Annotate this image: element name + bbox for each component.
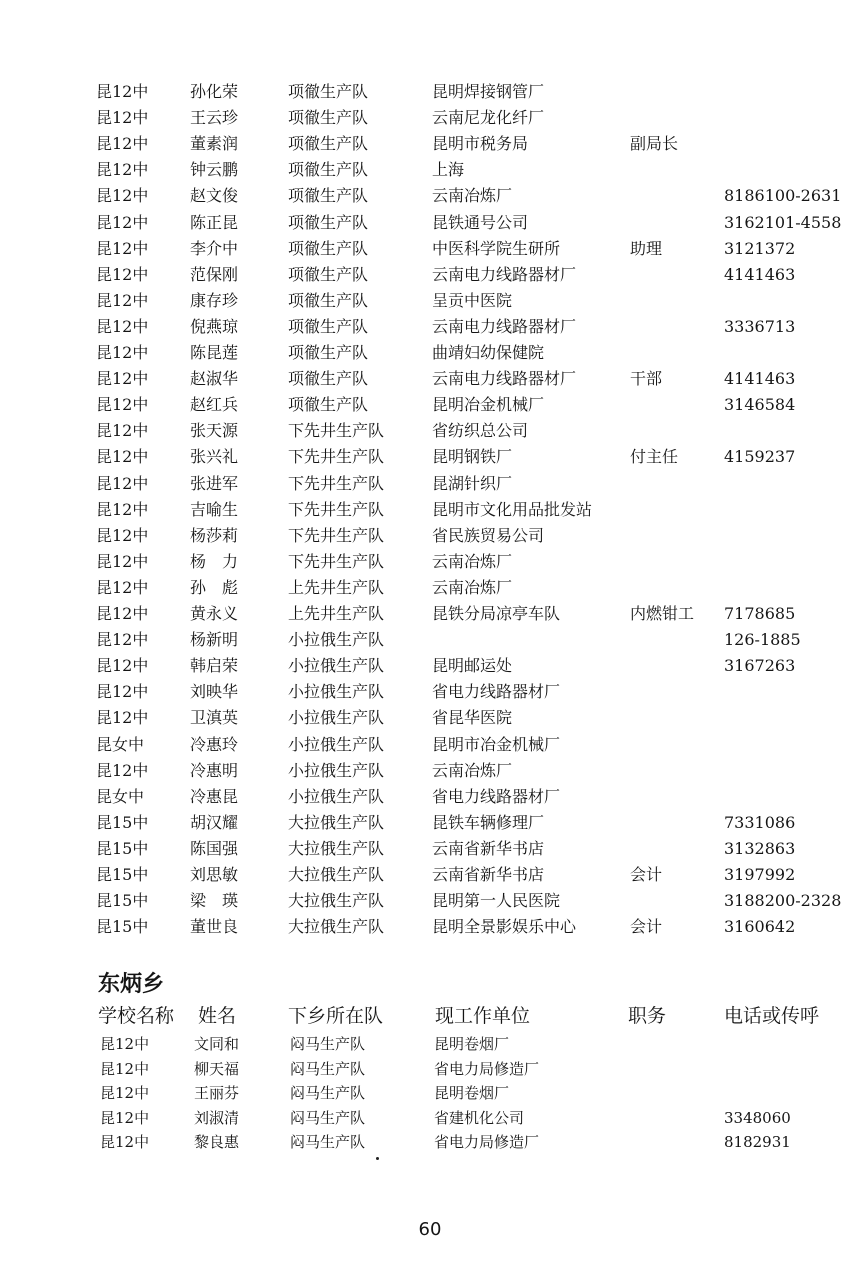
cell-name: 钟云鹏 bbox=[190, 160, 239, 180]
cell-school: 昆15中 bbox=[96, 865, 149, 884]
cell-workplace: 云南省新华书店 bbox=[432, 865, 545, 884]
cell-phone: 8182931 bbox=[724, 1133, 791, 1152]
cell-workplace: 呈贡中医院 bbox=[432, 290, 513, 310]
cell-name: 杨 力 bbox=[190, 551, 239, 571]
cell-school: 昆12中 bbox=[96, 630, 149, 650]
cell-name: 倪燕琼 bbox=[190, 316, 239, 336]
section-header-row bbox=[0, 1001, 860, 1031]
cell-workplace: 昆明全景影娱乐中心 bbox=[432, 917, 577, 937]
cell-phone: 3121372 bbox=[724, 238, 796, 258]
cell-school: 昆12中 bbox=[96, 421, 149, 441]
table-row bbox=[0, 157, 860, 183]
header-phone: 电话或传呼 bbox=[724, 1005, 820, 1027]
cell-school: 昆12中 bbox=[100, 1059, 150, 1078]
cell-name: 康存珍 bbox=[190, 290, 239, 310]
header-name: 姓名 bbox=[198, 1005, 237, 1027]
table-row bbox=[0, 758, 860, 784]
cell-workplace: 昆铁通号公司 bbox=[432, 212, 529, 232]
cell-school: 昆15中 bbox=[96, 838, 149, 858]
cell-name: 张进军 bbox=[190, 473, 239, 493]
table-row bbox=[0, 340, 860, 366]
cell-workplace: 昆湖针织厂 bbox=[432, 473, 513, 493]
cell-phone: 8186100-2631 bbox=[724, 186, 842, 206]
cell-school: 昆12中 bbox=[96, 551, 149, 571]
cell-team: 项徹生产队 bbox=[288, 212, 369, 232]
cell-workplace: 省电力线路器材厂 bbox=[432, 682, 561, 702]
cell-name: 李介中 bbox=[190, 238, 239, 258]
cell-team: 项徹生产队 bbox=[288, 134, 369, 154]
cell-phone: 3348060 bbox=[724, 1108, 791, 1127]
cell-name: 刘淑清 bbox=[194, 1108, 240, 1127]
cell-phone: 3336713 bbox=[724, 316, 796, 336]
cell-name: 杨莎莉 bbox=[190, 525, 239, 545]
cell-workplace: 云南电力线路器材厂 bbox=[432, 316, 577, 336]
cell-team: 闷马生产队 bbox=[290, 1084, 366, 1103]
cell-school: 昆12中 bbox=[96, 656, 149, 676]
header-position: 职务 bbox=[628, 1005, 667, 1027]
cell-team: 大拉俄生产队 bbox=[288, 838, 385, 858]
cell-phone: 4159237 bbox=[724, 447, 796, 467]
cell-team: 项徹生产队 bbox=[288, 108, 369, 128]
cell-name: 刘映华 bbox=[190, 682, 239, 702]
table-row bbox=[0, 131, 860, 157]
cell-name: 陈国强 bbox=[190, 838, 239, 858]
cell-workplace: 云南冶炼厂 bbox=[432, 577, 513, 597]
table-row bbox=[0, 836, 860, 862]
cell-position: 内燃钳工 bbox=[630, 604, 695, 623]
cell-team: 上先井生产队 bbox=[288, 604, 385, 623]
cell-name: 王丽芬 bbox=[194, 1084, 240, 1103]
table-row bbox=[0, 627, 860, 653]
cell-name: 张兴礼 bbox=[190, 447, 239, 467]
cell-name: 陈正昆 bbox=[190, 212, 239, 232]
cell-team: 项徹生产队 bbox=[288, 82, 369, 101]
cell-school: 昆12中 bbox=[96, 134, 149, 154]
table-row bbox=[0, 523, 860, 549]
cell-position: 会计 bbox=[630, 865, 663, 884]
cell-name: 韩启荣 bbox=[190, 656, 239, 676]
table-row bbox=[0, 1130, 860, 1154]
cell-school: 昆12中 bbox=[96, 525, 149, 545]
cell-phone: 126-1885 bbox=[724, 630, 801, 650]
cell-school: 昆12中 bbox=[96, 604, 149, 623]
table-row bbox=[0, 497, 860, 523]
cell-position: 副局长 bbox=[630, 134, 679, 154]
cell-school: 昆女中 bbox=[96, 734, 145, 754]
cell-team: 大拉俄生产队 bbox=[288, 812, 385, 832]
cell-workplace: 昆明市冶金机械厂 bbox=[432, 734, 561, 754]
cell-team: 大拉俄生产队 bbox=[288, 917, 385, 937]
table-row bbox=[0, 601, 860, 627]
cell-name: 梁 瑛 bbox=[190, 891, 239, 911]
cell-name: 黄永义 bbox=[190, 604, 239, 623]
cell-workplace: 昆明冶金机械厂 bbox=[432, 395, 545, 415]
cell-name: 孙 彪 bbox=[190, 577, 239, 597]
cell-school: 昆12中 bbox=[96, 108, 149, 128]
cell-team: 上先井生产队 bbox=[288, 577, 385, 597]
table-row bbox=[0, 183, 860, 209]
header-school: 学校名称 bbox=[98, 1005, 175, 1027]
cell-name: 冷惠昆 bbox=[190, 786, 239, 806]
cell-workplace: 云南电力线路器材厂 bbox=[432, 369, 577, 389]
cell-name: 赵文俊 bbox=[190, 186, 239, 206]
cell-team: 小拉俄生产队 bbox=[288, 734, 385, 754]
cell-workplace: 昆明卷烟厂 bbox=[434, 1035, 510, 1053]
cell-workplace: 昆铁分局凉亭车队 bbox=[432, 604, 561, 623]
cell-team: 下先井生产队 bbox=[288, 525, 385, 545]
cell-workplace: 昆明钢铁厂 bbox=[432, 447, 513, 467]
cell-workplace: 昆明第一人民医院 bbox=[432, 891, 561, 911]
cell-school: 昆12中 bbox=[96, 577, 149, 597]
cell-team: 下先井生产队 bbox=[288, 499, 385, 519]
cell-school: 昆12中 bbox=[96, 499, 149, 519]
table-row bbox=[0, 784, 860, 810]
cell-phone: 7178685 bbox=[724, 604, 796, 623]
cell-team: 大拉俄生产队 bbox=[288, 891, 385, 911]
cell-school: 昆15中 bbox=[96, 812, 149, 832]
cell-position: 会计 bbox=[630, 917, 663, 937]
cell-workplace: 云南省新华书店 bbox=[432, 838, 545, 858]
cell-phone: 3132863 bbox=[724, 838, 796, 858]
cell-team: 闷马生产队 bbox=[290, 1035, 366, 1053]
cell-school: 昆12中 bbox=[96, 760, 149, 780]
cell-school: 昆12中 bbox=[96, 447, 149, 467]
cell-workplace: 上海 bbox=[432, 160, 465, 180]
cell-name: 董世良 bbox=[190, 917, 239, 937]
cell-school: 昆12中 bbox=[96, 369, 149, 389]
cell-workplace: 中医科学院生研所 bbox=[432, 238, 561, 258]
cell-workplace: 省电力线路器材厂 bbox=[432, 786, 561, 806]
cell-school: 昆12中 bbox=[96, 473, 149, 493]
cell-team: 小拉俄生产队 bbox=[288, 786, 385, 806]
cell-school: 昆12中 bbox=[100, 1108, 150, 1127]
table-row bbox=[0, 810, 860, 836]
cell-team: 项徹生产队 bbox=[288, 369, 369, 389]
cell-name: 孙化荣 bbox=[190, 82, 239, 101]
cell-phone: 3160642 bbox=[724, 917, 796, 937]
cell-workplace: 云南尼龙化纤厂 bbox=[432, 108, 545, 128]
cell-team: 项徹生产队 bbox=[288, 290, 369, 310]
cell-team: 项徹生产队 bbox=[288, 238, 369, 258]
cell-workplace: 昆明市税务局 bbox=[432, 134, 529, 154]
cell-name: 赵淑华 bbox=[190, 369, 239, 389]
cell-name: 陈昆莲 bbox=[190, 343, 239, 362]
cell-team: 闷马生产队 bbox=[290, 1059, 366, 1078]
cell-phone: 3197992 bbox=[724, 865, 796, 884]
cell-team: 大拉俄生产队 bbox=[288, 865, 385, 884]
cell-workplace: 昆明市文化用品批发站 bbox=[432, 499, 593, 519]
table-row bbox=[0, 862, 860, 888]
cell-school: 昆12中 bbox=[96, 160, 149, 180]
cell-workplace: 云南冶炼厂 bbox=[432, 760, 513, 780]
page-number: 60 bbox=[418, 1219, 442, 1240]
table-row bbox=[0, 262, 860, 288]
cell-team: 闷马生产队 bbox=[290, 1133, 366, 1152]
cell-team: 小拉俄生产队 bbox=[288, 656, 385, 676]
cell-school: 昆12中 bbox=[96, 290, 149, 310]
cell-name: 董素润 bbox=[190, 134, 239, 154]
cell-workplace: 曲靖妇幼保健院 bbox=[432, 343, 545, 362]
table-row bbox=[0, 1057, 860, 1081]
cell-phone: 3146584 bbox=[724, 395, 796, 415]
cell-team: 项徹生产队 bbox=[288, 160, 369, 180]
cell-name: 范保刚 bbox=[190, 264, 239, 284]
header-workplace: 现工作单位 bbox=[435, 1005, 531, 1027]
cell-name: 文同和 bbox=[194, 1035, 240, 1053]
cell-name: 王云珍 bbox=[190, 108, 239, 128]
cell-workplace: 省电力局修造厂 bbox=[434, 1133, 540, 1152]
table-row bbox=[0, 888, 860, 914]
ink-dot bbox=[376, 1157, 379, 1160]
cell-name: 杨新明 bbox=[190, 630, 239, 650]
cell-workplace: 昆铁车辆修理厂 bbox=[432, 812, 545, 832]
cell-school: 昆12中 bbox=[96, 82, 149, 101]
table-row bbox=[0, 366, 860, 392]
table-row bbox=[0, 418, 860, 444]
table-row bbox=[0, 549, 860, 575]
table-row bbox=[0, 1081, 860, 1105]
cell-position: 助理 bbox=[630, 238, 663, 258]
cell-workplace: 省昆华医院 bbox=[432, 708, 513, 728]
cell-team: 项徹生产队 bbox=[288, 316, 369, 336]
table-row bbox=[0, 210, 860, 236]
cell-workplace: 云南冶炼厂 bbox=[432, 551, 513, 571]
table-row bbox=[0, 105, 860, 131]
cell-school: 昆12中 bbox=[96, 395, 149, 415]
cell-school: 昆12中 bbox=[100, 1084, 150, 1103]
cell-phone: 4141463 bbox=[724, 369, 796, 389]
cell-team: 小拉俄生产队 bbox=[288, 682, 385, 702]
table-row bbox=[0, 288, 860, 314]
cell-phone: 7331086 bbox=[724, 812, 796, 832]
cell-school: 昆15中 bbox=[96, 891, 149, 911]
cell-name: 张天源 bbox=[190, 421, 239, 441]
cell-workplace: 省电力局修造厂 bbox=[434, 1059, 540, 1078]
cell-team: 小拉俄生产队 bbox=[288, 760, 385, 780]
table-row bbox=[0, 236, 860, 262]
cell-name: 冷惠明 bbox=[190, 760, 239, 780]
cell-team: 小拉俄生产队 bbox=[288, 708, 385, 728]
cell-school: 昆12中 bbox=[96, 316, 149, 336]
table-row bbox=[0, 653, 860, 679]
cell-team: 下先井生产队 bbox=[288, 421, 385, 441]
cell-name: 吉喻生 bbox=[190, 499, 239, 519]
cell-school: 昆15中 bbox=[96, 917, 149, 937]
table-row bbox=[0, 444, 860, 470]
cell-name: 卫滇英 bbox=[190, 708, 239, 728]
cell-school: 昆12中 bbox=[96, 343, 149, 362]
cell-school: 昆12中 bbox=[100, 1133, 150, 1152]
cell-position: 干部 bbox=[630, 369, 663, 389]
cell-workplace: 云南电力线路器材厂 bbox=[432, 264, 577, 284]
cell-workplace: 昆明邮运处 bbox=[432, 656, 513, 676]
header-team: 下乡所在队 bbox=[288, 1005, 384, 1027]
cell-phone: 3167263 bbox=[724, 656, 796, 676]
cell-name: 柳天福 bbox=[194, 1059, 240, 1078]
table-row bbox=[0, 679, 860, 705]
cell-school: 昆12中 bbox=[96, 212, 149, 232]
cell-team: 下先井生产队 bbox=[288, 551, 385, 571]
table-row bbox=[0, 392, 860, 418]
cell-name: 黎良惠 bbox=[194, 1133, 240, 1152]
cell-team: 项徹生产队 bbox=[288, 186, 369, 206]
cell-team: 下先井生产队 bbox=[288, 473, 385, 493]
cell-team: 项徹生产队 bbox=[288, 264, 369, 284]
cell-workplace: 省民族贸易公司 bbox=[432, 525, 545, 545]
cell-school: 昆12中 bbox=[96, 264, 149, 284]
table-row bbox=[0, 705, 860, 731]
cell-school: 昆12中 bbox=[100, 1035, 150, 1053]
cell-team: 项徹生产队 bbox=[288, 395, 369, 415]
cell-name: 冷惠玲 bbox=[190, 734, 239, 754]
table-row bbox=[0, 79, 860, 105]
cell-name: 赵红兵 bbox=[190, 395, 239, 415]
cell-name: 胡汉耀 bbox=[190, 812, 239, 832]
cell-school: 昆女中 bbox=[96, 786, 145, 806]
table-row bbox=[0, 1106, 860, 1130]
cell-workplace: 云南冶炼厂 bbox=[432, 186, 513, 206]
cell-school: 昆12中 bbox=[96, 682, 149, 702]
cell-workplace: 省纺织总公司 bbox=[432, 421, 529, 441]
cell-name: 刘思敏 bbox=[190, 865, 239, 884]
table-row bbox=[0, 732, 860, 758]
cell-workplace: 昆明焊接钢管厂 bbox=[432, 82, 545, 101]
table-row bbox=[0, 314, 860, 340]
cell-phone: 4141463 bbox=[724, 264, 796, 284]
cell-phone: 3188200-2328 bbox=[724, 891, 842, 911]
cell-workplace: 省建机化公司 bbox=[434, 1108, 525, 1127]
cell-position: 付主任 bbox=[630, 447, 679, 467]
cell-school: 昆12中 bbox=[96, 186, 149, 206]
cell-team: 小拉俄生产队 bbox=[288, 630, 385, 650]
cell-team: 下先井生产队 bbox=[288, 447, 385, 467]
section-title: 东炳乡 bbox=[98, 972, 165, 997]
cell-phone: 3162101-4558 bbox=[724, 212, 842, 232]
cell-team: 项徹生产队 bbox=[288, 343, 369, 362]
table-row bbox=[0, 575, 860, 601]
table-row bbox=[0, 471, 860, 497]
cell-workplace: 昆明卷烟厂 bbox=[434, 1084, 510, 1103]
cell-team: 闷马生产队 bbox=[290, 1108, 366, 1127]
table-row bbox=[0, 1032, 860, 1056]
table-row bbox=[0, 914, 860, 940]
cell-school: 昆12中 bbox=[96, 238, 149, 258]
cell-school: 昆12中 bbox=[96, 708, 149, 728]
